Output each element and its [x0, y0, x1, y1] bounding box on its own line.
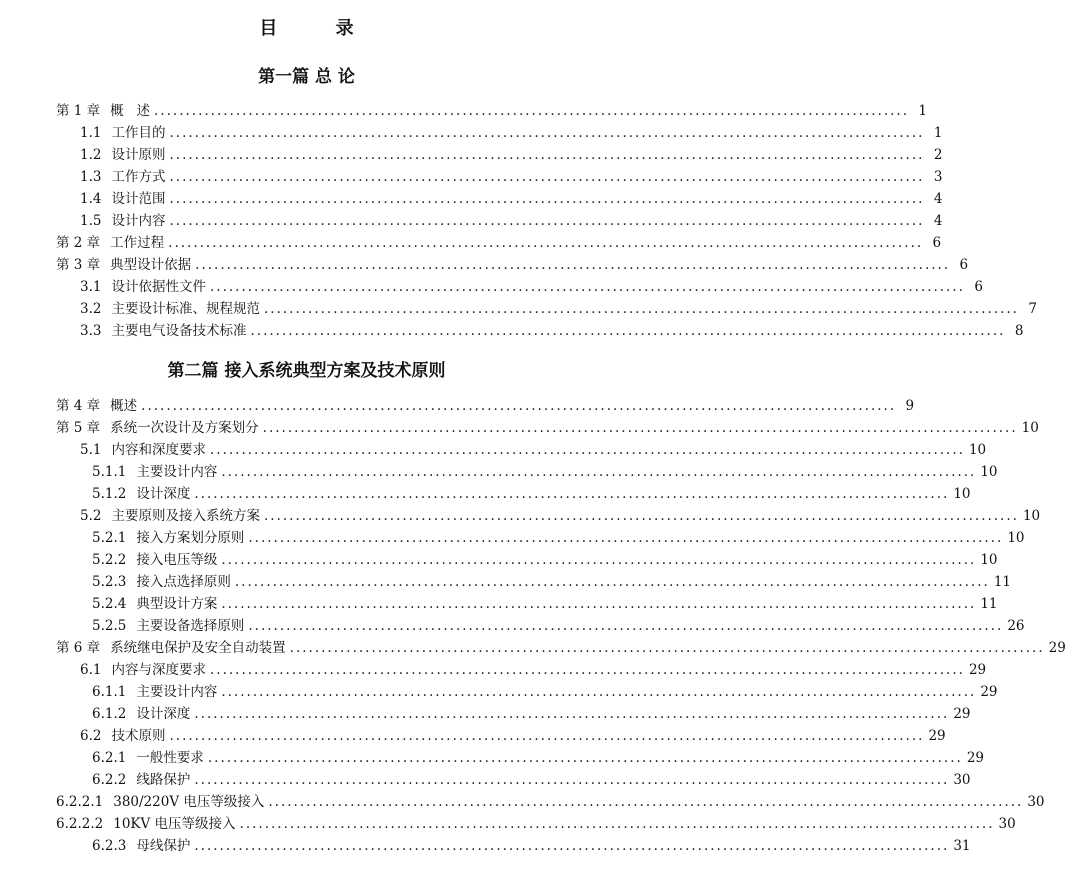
toc-label: 设计原则: [111, 147, 166, 163]
toc-leader: ........................................................................................................................: [194, 838, 950, 854]
toc-entry[interactable]: [92, 833, 971, 855]
toc-leader: ........................................................................................................................: [263, 508, 1019, 524]
toc-entry[interactable]: [80, 164, 943, 186]
toc-entry[interactable]: [56, 635, 1066, 657]
toc-number: 第 5 章: [56, 420, 101, 436]
toc-leader: ........................................................................................................................: [195, 257, 951, 273]
toc-number: 5.2.2: [92, 552, 127, 568]
toc-label: 主要设计内容: [136, 684, 218, 700]
toc-number: 3.2: [80, 301, 102, 317]
toc-page: 4: [933, 191, 943, 207]
toc-entry[interactable]: [56, 811, 1016, 833]
toc-page: 30: [953, 772, 971, 788]
toc-page: 6: [932, 235, 942, 251]
toc-entry[interactable]: [80, 318, 1024, 340]
toc-number: 6.2: [80, 728, 102, 744]
toc-entry[interactable]: [80, 296, 1037, 318]
toc-entry[interactable]: [80, 437, 987, 459]
toc-label: 主要设计标准、规程规范: [111, 301, 260, 317]
toc-leader: ........................................................................................................................: [221, 684, 977, 700]
toc-label: 380/220V 电压等级接入: [113, 794, 265, 810]
toc-leader: ........................................................................................................................: [209, 442, 965, 458]
part-title-2: 第二篇 接入系统典型方案及技术原则: [167, 361, 446, 381]
toc-entry[interactable]: [92, 547, 998, 569]
toc-page: 1: [933, 125, 943, 141]
toc-page: 11: [980, 596, 998, 612]
toc-label: 工作方式: [111, 169, 166, 185]
toc-label: 接入方案划分原则: [136, 530, 245, 546]
toc-page: 1: [918, 103, 927, 119]
toc-leader: ........................................................................................................................: [262, 420, 1018, 436]
toc-page: 7: [1028, 301, 1037, 317]
toc-number: 5.2: [80, 508, 102, 524]
toc-page: 2: [933, 147, 943, 163]
toc-entry[interactable]: [92, 701, 971, 723]
toc-label: 概述: [110, 398, 138, 414]
toc-page: 29: [966, 750, 984, 766]
toc-label: 主要设备选择原则: [136, 618, 245, 634]
toc-entry[interactable]: [80, 120, 943, 142]
toc-leader: ........................................................................................................................: [169, 213, 925, 229]
toc-entry[interactable]: [92, 525, 1025, 547]
toc-leader: ........................................................................................................................: [268, 794, 1024, 810]
toc-entry[interactable]: [56, 230, 942, 252]
toc-label: 主要电气设备技术标准: [111, 323, 247, 339]
toc-entry[interactable]: [80, 142, 943, 164]
toc-entry[interactable]: [56, 393, 915, 415]
toc-label: 内容与深度要求: [111, 662, 206, 678]
toc-entry[interactable]: [92, 481, 971, 503]
toc-number: 5.1.2: [92, 486, 127, 502]
toc-number: 5.1: [80, 442, 102, 458]
toc-entry[interactable]: [92, 459, 998, 481]
toc-page: 29: [953, 706, 971, 722]
toc-label: 设计内容: [111, 213, 166, 229]
toc-page: 10: [1007, 530, 1025, 546]
toc-number: 1.4: [80, 191, 102, 207]
toc-number: 5.2.5: [92, 618, 127, 634]
toc-entry[interactable]: [80, 657, 987, 679]
toc-leader: ........................................................................................................................: [169, 191, 925, 207]
toc-page: 26: [1007, 618, 1025, 634]
toc-number: 1.3: [80, 169, 102, 185]
toc-leader: ........................................................................................................................: [263, 301, 1019, 317]
toc-leader: ........................................................................................................................: [234, 574, 990, 590]
toc-entry[interactable]: [80, 208, 943, 230]
toc-page: 6: [974, 279, 983, 295]
toc-number: 5.2.1: [92, 530, 127, 546]
toc-label: 接入电压等级: [136, 552, 218, 568]
toc-page: 30: [998, 816, 1016, 832]
toc-label: 线路保护: [136, 772, 191, 788]
toc-number: 6.2.1: [92, 750, 127, 766]
toc-page: 6: [959, 257, 969, 273]
toc-page: 8: [1014, 323, 1024, 339]
toc-page: 10: [1021, 420, 1039, 436]
part-title-1: 第一篇 总 论: [258, 67, 355, 87]
toc-leader: ........................................................................................................................: [239, 816, 995, 832]
toc-number: 6.1.1: [92, 684, 127, 700]
toc-leader: ........................................................................................................................: [168, 235, 924, 251]
page-title: 目 录: [259, 18, 380, 39]
toc-leader: ........................................................................................................................: [248, 530, 1004, 546]
toc-leader: ........................................................................................................................: [169, 147, 925, 163]
toc-label: 典型设计依据: [110, 257, 192, 273]
toc-leader: ........................................................................................................................: [221, 596, 977, 612]
toc-entry[interactable]: [80, 186, 943, 208]
toc-leader: ........................................................................................................................: [194, 486, 950, 502]
toc-label: 主要设计内容: [136, 464, 218, 480]
toc-number: 6.1: [80, 662, 102, 678]
toc-label: 设计范围: [111, 191, 166, 207]
toc-leader: ........................................................................................................................: [194, 706, 950, 722]
toc-page: 31: [953, 838, 971, 854]
toc-number: 第 6 章: [56, 640, 101, 656]
toc-page: 30: [1027, 794, 1045, 810]
toc-entry[interactable]: [80, 274, 983, 296]
toc-leader: ........................................................................................................................: [207, 750, 963, 766]
toc-label: 内容和深度要求: [111, 442, 206, 458]
toc-entry[interactable]: [56, 415, 1039, 437]
toc-page: 10: [980, 552, 998, 568]
toc-label: 设计深度: [136, 706, 191, 722]
toc-label: 设计深度: [136, 486, 191, 502]
toc-page: 11: [993, 574, 1011, 590]
toc-page: 29: [980, 684, 998, 700]
toc-leader: ........................................................................................................................: [141, 398, 897, 414]
toc-entry[interactable]: [56, 252, 969, 274]
toc-number: 1.2: [80, 147, 102, 163]
toc-leader: ........................................................................................................................: [209, 279, 965, 295]
toc-leader: ........................................................................................................................: [169, 728, 925, 744]
toc-number: 第 1 章: [56, 103, 101, 119]
toc-number: 5.1.1: [92, 464, 127, 480]
toc-number: 5.2.4: [92, 596, 127, 612]
toc-entry[interactable]: [56, 98, 927, 120]
toc-label: 系统继电保护及安全自动装置: [110, 640, 286, 656]
toc-leader: ........................................................................................................................: [169, 169, 925, 185]
toc-number: 第 3 章: [56, 257, 101, 273]
toc-leader: ........................................................................................................................: [221, 552, 977, 568]
toc-label: 母线保护: [136, 838, 191, 854]
toc-label: 工作目的: [111, 125, 166, 141]
toc-label: 10KV 电压等级接入: [113, 816, 236, 832]
toc-entry[interactable]: [92, 679, 998, 701]
toc-label: 接入点选择原则: [136, 574, 231, 590]
toc-entry[interactable]: [56, 789, 1045, 811]
toc-label: 设计依据性文件: [111, 279, 206, 295]
toc-entry[interactable]: [80, 503, 1041, 525]
toc-entry[interactable]: [92, 767, 971, 789]
toc-number: 第 4 章: [56, 398, 101, 414]
toc-entry[interactable]: [92, 591, 998, 613]
toc-page: 10: [968, 442, 987, 458]
toc-page: 29: [1048, 640, 1066, 656]
toc-number: 3.3: [80, 323, 102, 339]
toc-number: 3.1: [80, 279, 102, 295]
toc-page: 9: [905, 398, 915, 414]
toc-leader: ........................................................................................................................: [248, 618, 1004, 634]
toc-number: 1.1: [80, 125, 102, 141]
toc-number: 1.5: [80, 213, 102, 229]
toc-page: 10: [953, 486, 971, 502]
toc-entry[interactable]: [92, 613, 1025, 635]
toc-label: 一般性要求: [136, 750, 204, 766]
toc-entry[interactable]: [92, 745, 984, 767]
toc-page: 10: [1022, 508, 1041, 524]
toc-page: 29: [928, 728, 946, 744]
toc-entry[interactable]: [80, 723, 946, 745]
toc-leader: ........................................................................................................................: [194, 772, 950, 788]
toc-label: 技术原则: [111, 728, 166, 744]
toc-page: 29: [968, 662, 987, 678]
toc-label: 典型设计方案: [136, 596, 218, 612]
toc-leader: ........................................................................................................................: [169, 125, 925, 141]
toc-label: 概 述: [110, 103, 151, 119]
toc-page: 3: [933, 169, 943, 185]
toc-number: 6.2.2.2: [56, 816, 104, 832]
toc-number: 6.2.3: [92, 838, 127, 854]
toc-leader: ........................................................................................................................: [250, 323, 1006, 339]
toc-page: 10: [980, 464, 998, 480]
toc-leader: ........................................................................................................................: [289, 640, 1045, 656]
toc-page: 4: [933, 213, 943, 229]
toc-label: 系统一次设计及方案划分: [110, 420, 259, 436]
toc-label: 工作过程: [110, 235, 165, 251]
toc-leader: ........................................................................................................................: [154, 103, 909, 119]
toc-number: 第 2 章: [56, 235, 101, 251]
toc-entry[interactable]: [92, 569, 1011, 591]
toc-number: 6.2.2: [92, 772, 127, 788]
toc-leader: ........................................................................................................................: [209, 662, 965, 678]
toc-leader: ........................................................................................................................: [221, 464, 977, 480]
toc-number: 6.1.2: [92, 706, 127, 722]
toc-label: 主要原则及接入系统方案: [111, 508, 260, 524]
toc-number: 6.2.2.1: [56, 794, 104, 810]
toc-number: 5.2.3: [92, 574, 127, 590]
